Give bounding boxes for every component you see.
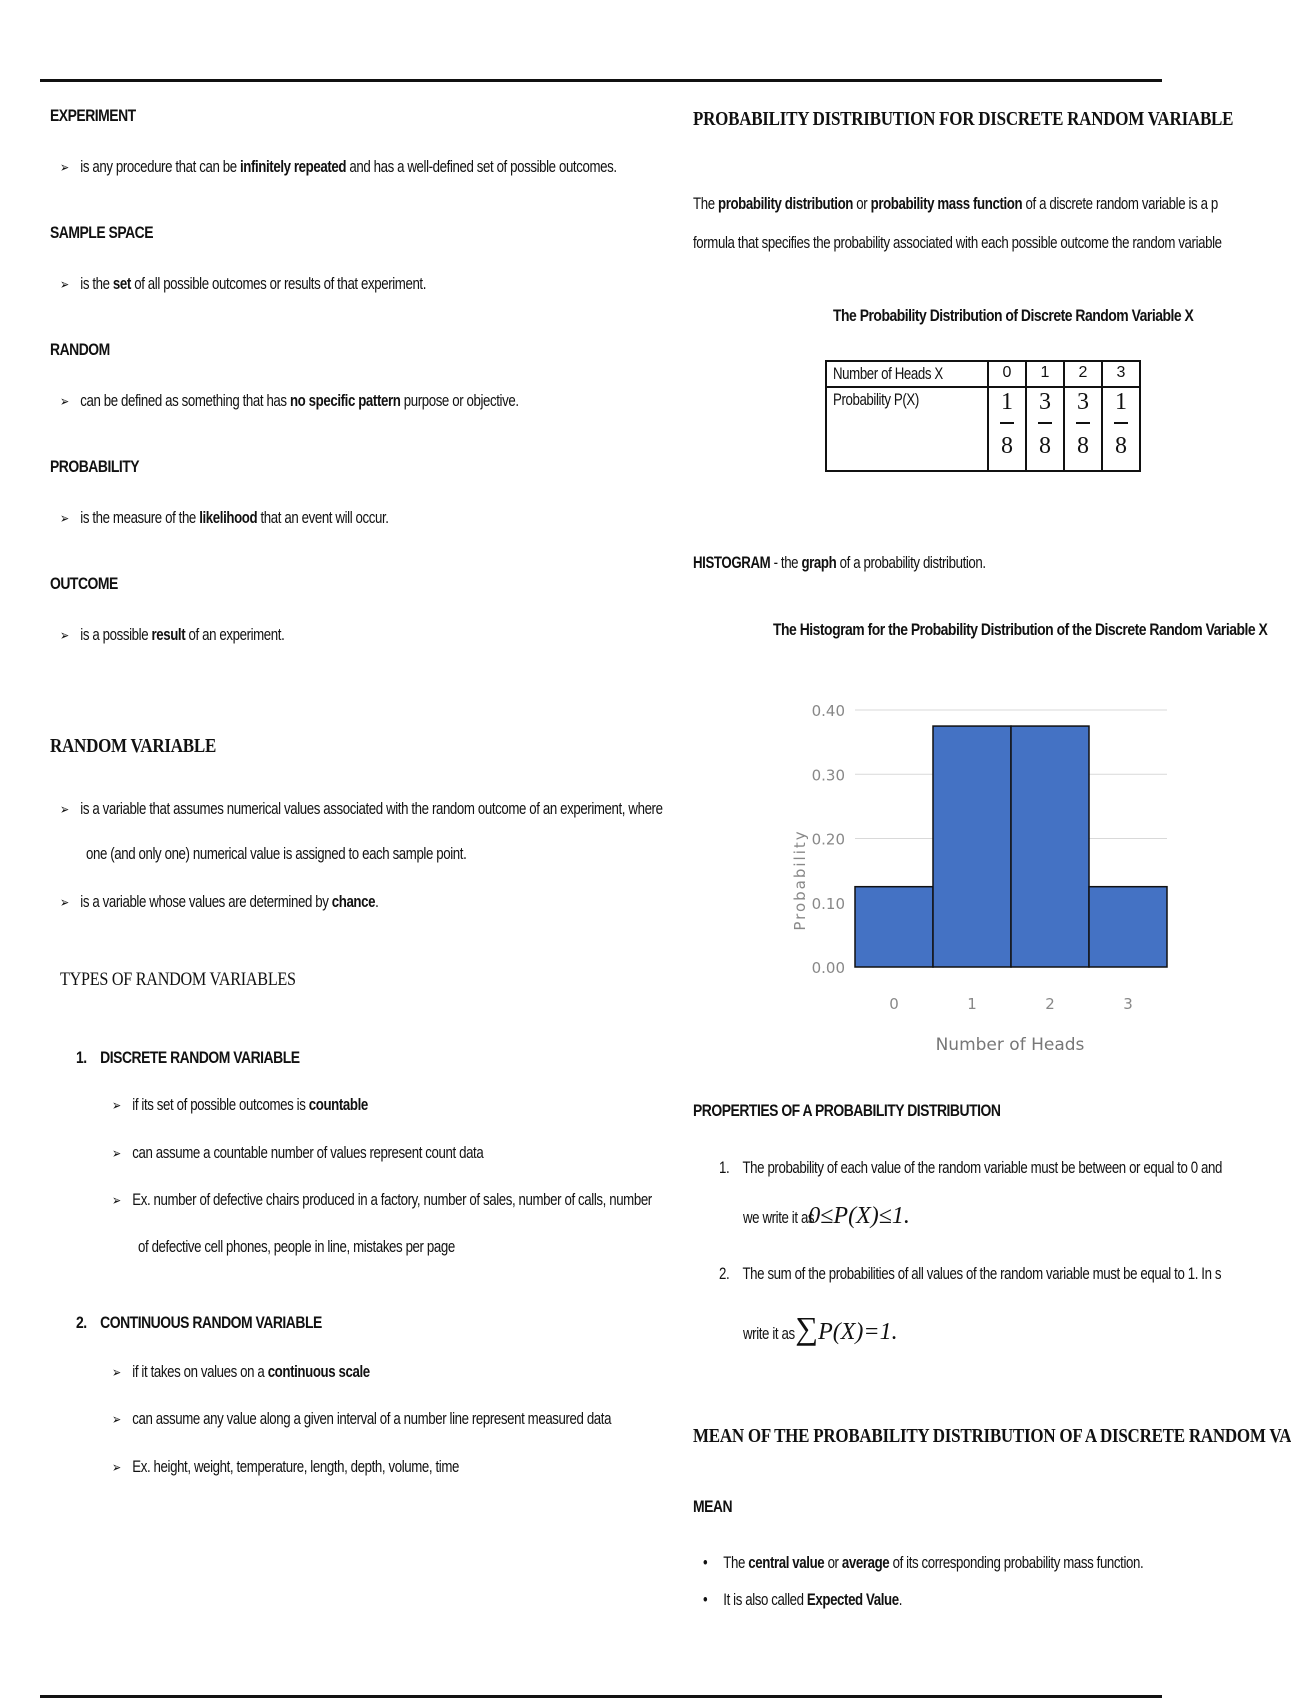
arrow-bullet-icon: ➢	[112, 1192, 121, 1208]
probability-text: ➢ is the measure of the likelihood that an event will occur.	[60, 508, 389, 527]
x-tick-label: 3	[1123, 995, 1133, 1013]
random-variable-bullet-1: ➢ is a variable that assumes numerical values associated with the random outcome of an experiment, where	[60, 799, 663, 818]
y-tick-label: 0.30	[811, 766, 845, 785]
arrow-bullet-icon: ➢	[60, 894, 69, 910]
histogram-bar	[855, 887, 933, 967]
fraction: $\frac{1}{8}$	[1115, 389, 1127, 459]
mean-bullet-1: • The central value or average of its corresponding probability mass function.	[703, 1553, 1144, 1572]
sample-space-heading: SAMPLE SPACE	[50, 223, 154, 242]
table-title: The Probability Distribution of Discrete Random Variable X	[833, 306, 1194, 325]
random-variable-heading: RANDOM VARIABLE	[50, 735, 217, 757]
table-cell	[1102, 387, 1140, 471]
arrow-bullet-icon: ➢	[112, 1364, 121, 1380]
pd-paragraph-line-2: formula that specifies the probability associated with each possible outcome the random variable	[693, 233, 1222, 252]
arrow-bullet-icon: ➢	[60, 276, 69, 292]
histogram-chart	[693, 680, 1200, 1060]
x-tick-label: 0	[889, 995, 899, 1013]
arrow-bullet-icon: ➢	[112, 1097, 121, 1113]
table-cell	[1026, 387, 1064, 471]
continuous-heading: 2. CONTINUOUS RANDOM VARIABLE	[76, 1313, 322, 1332]
sample-space-text: ➢ is the set of all possible outcomes or results of that experiment.	[60, 274, 427, 293]
mean-bullet-2: • It is also called Expected Value.	[703, 1590, 903, 1609]
discrete-heading: 1. DISCRETE RANDOM VARIABLE	[76, 1048, 300, 1067]
discrete-item-1: ➢ if its set of possible outcomes is countable	[112, 1095, 368, 1114]
bottom-rule	[40, 1695, 1162, 1698]
x-tick-label: 1	[967, 995, 977, 1013]
table-row	[826, 387, 1140, 471]
property-2-line-2: write it as∑P(X)=1.	[743, 1310, 898, 1346]
continuous-item-3: ➢ Ex. height, weight, temperature, length, depth, volume, time	[112, 1457, 459, 1476]
histogram-bar	[1089, 887, 1167, 967]
arrow-bullet-icon: ➢	[60, 393, 69, 409]
property-2-line-1: 2. The sum of the probabilities of all values of the random variable must be equal to 1. In s	[719, 1264, 1222, 1283]
table-cell	[1064, 387, 1102, 471]
outcome-text: ➢ is a possible result of an experiment.	[60, 625, 285, 644]
fraction: $\frac{3}{8}$	[1077, 389, 1089, 459]
arrow-bullet-icon: ➢	[60, 801, 69, 817]
table-cell: 0	[988, 361, 1026, 387]
types-heading: TYPES OF RANDOM VARIABLES	[60, 969, 296, 990]
experiment-text: ➢ is any procedure that can be infinitely repeated and has a well-defined set of possible outcomes.	[60, 157, 617, 176]
property-1-line-2: we write it as0≤P(X)≤1.	[743, 1203, 910, 1229]
properties-heading: PROPERTIES OF A PROBABILITY DISTRIBUTION	[693, 1101, 1001, 1120]
table-cell: 2	[1064, 361, 1102, 387]
distribution-table	[825, 360, 1141, 472]
histogram-bar	[933, 726, 1011, 967]
pd-heading: PROBABILITY DISTRIBUTION FOR DISCRETE RANDOM VARIABLE	[693, 108, 1234, 130]
property-1-line-1: 1. The probability of each value of the random variable must be between or equal to 0 and	[719, 1158, 1222, 1177]
mean-heading: MEAN OF THE PROBABILITY DISTRIBUTION OF A DISCRETE RANDOM VA	[693, 1425, 1291, 1447]
random-variable-bullet-2: ➢ is a variable whose values are determined by chance.	[60, 892, 379, 911]
y-tick-label: 0.20	[811, 830, 845, 849]
arrow-bullet-icon: ➢	[112, 1145, 121, 1161]
fraction: $\frac{3}{8}$	[1039, 389, 1051, 459]
dot-bullet-icon: •	[703, 1590, 708, 1609]
mean-subheading: MEAN	[693, 1497, 733, 1516]
random-text: ➢ can be defined as something that has no specific pattern purpose or objective.	[60, 391, 519, 410]
right-column	[693, 0, 1291, 1690]
histogram-definition: HISTOGRAM - the graph of a probability distribution.	[693, 553, 986, 572]
fraction: $\frac{1}{8}$	[1001, 389, 1013, 459]
y-tick-label: 0.00	[811, 959, 845, 977]
pd-paragraph-line-1: The probability distribution or probability mass function of a discrete random variable is a p	[693, 194, 1218, 213]
arrow-bullet-icon: ➢	[112, 1459, 121, 1475]
arrow-bullet-icon: ➢	[112, 1411, 121, 1427]
table-cell: 3	[1102, 361, 1140, 387]
discrete-item-3-cont: of defective cell phones, people in line, mistakes per page	[138, 1237, 455, 1256]
table-cell: 1	[1026, 361, 1064, 387]
distribution-table-wrap	[825, 360, 1141, 472]
table-cell-label: Number of Heads X	[826, 361, 988, 387]
arrow-bullet-icon: ➢	[60, 627, 69, 643]
probability-heading: PROBABILITY	[50, 457, 140, 476]
arrow-bullet-icon: ➢	[60, 510, 69, 526]
discrete-item-2: ➢ can assume a countable number of values represent count data	[112, 1143, 484, 1162]
x-axis-label: Number of Heads	[935, 1035, 1085, 1055]
table-cell-label: Probability P(X)	[826, 387, 988, 471]
random-variable-bullet-1-cont: one (and only one) numerical value is assigned to each sample point.	[86, 844, 467, 863]
arrow-bullet-icon: ➢	[60, 159, 69, 175]
outcome-heading: OUTCOME	[50, 574, 118, 593]
table-row	[826, 361, 1140, 387]
chart-title: The Histogram for the Probability Distribution of the Discrete Random Variable X	[773, 620, 1268, 639]
y-axis-label: Probability	[791, 829, 809, 931]
y-tick-label: 0.40	[811, 702, 845, 720]
table-cell	[988, 387, 1026, 471]
x-tick-label: 2	[1045, 995, 1055, 1013]
random-heading: RANDOM	[50, 340, 110, 359]
continuous-item-1: ➢ if it takes on values on a continuous scale	[112, 1362, 370, 1381]
discrete-item-3: ➢ Ex. number of defective chairs produced in a factory, number of sales, number of calls, number	[112, 1190, 652, 1209]
y-tick-label: 0.10	[811, 894, 845, 913]
sigma-symbol: ∑	[795, 1310, 819, 1346]
dot-bullet-icon: •	[703, 1553, 708, 1572]
experiment-heading: EXPERIMENT	[50, 106, 136, 125]
histogram-bar	[1011, 726, 1089, 967]
continuous-item-2: ➢ can assume any value along a given interval of a number line represent measured data	[112, 1409, 612, 1428]
